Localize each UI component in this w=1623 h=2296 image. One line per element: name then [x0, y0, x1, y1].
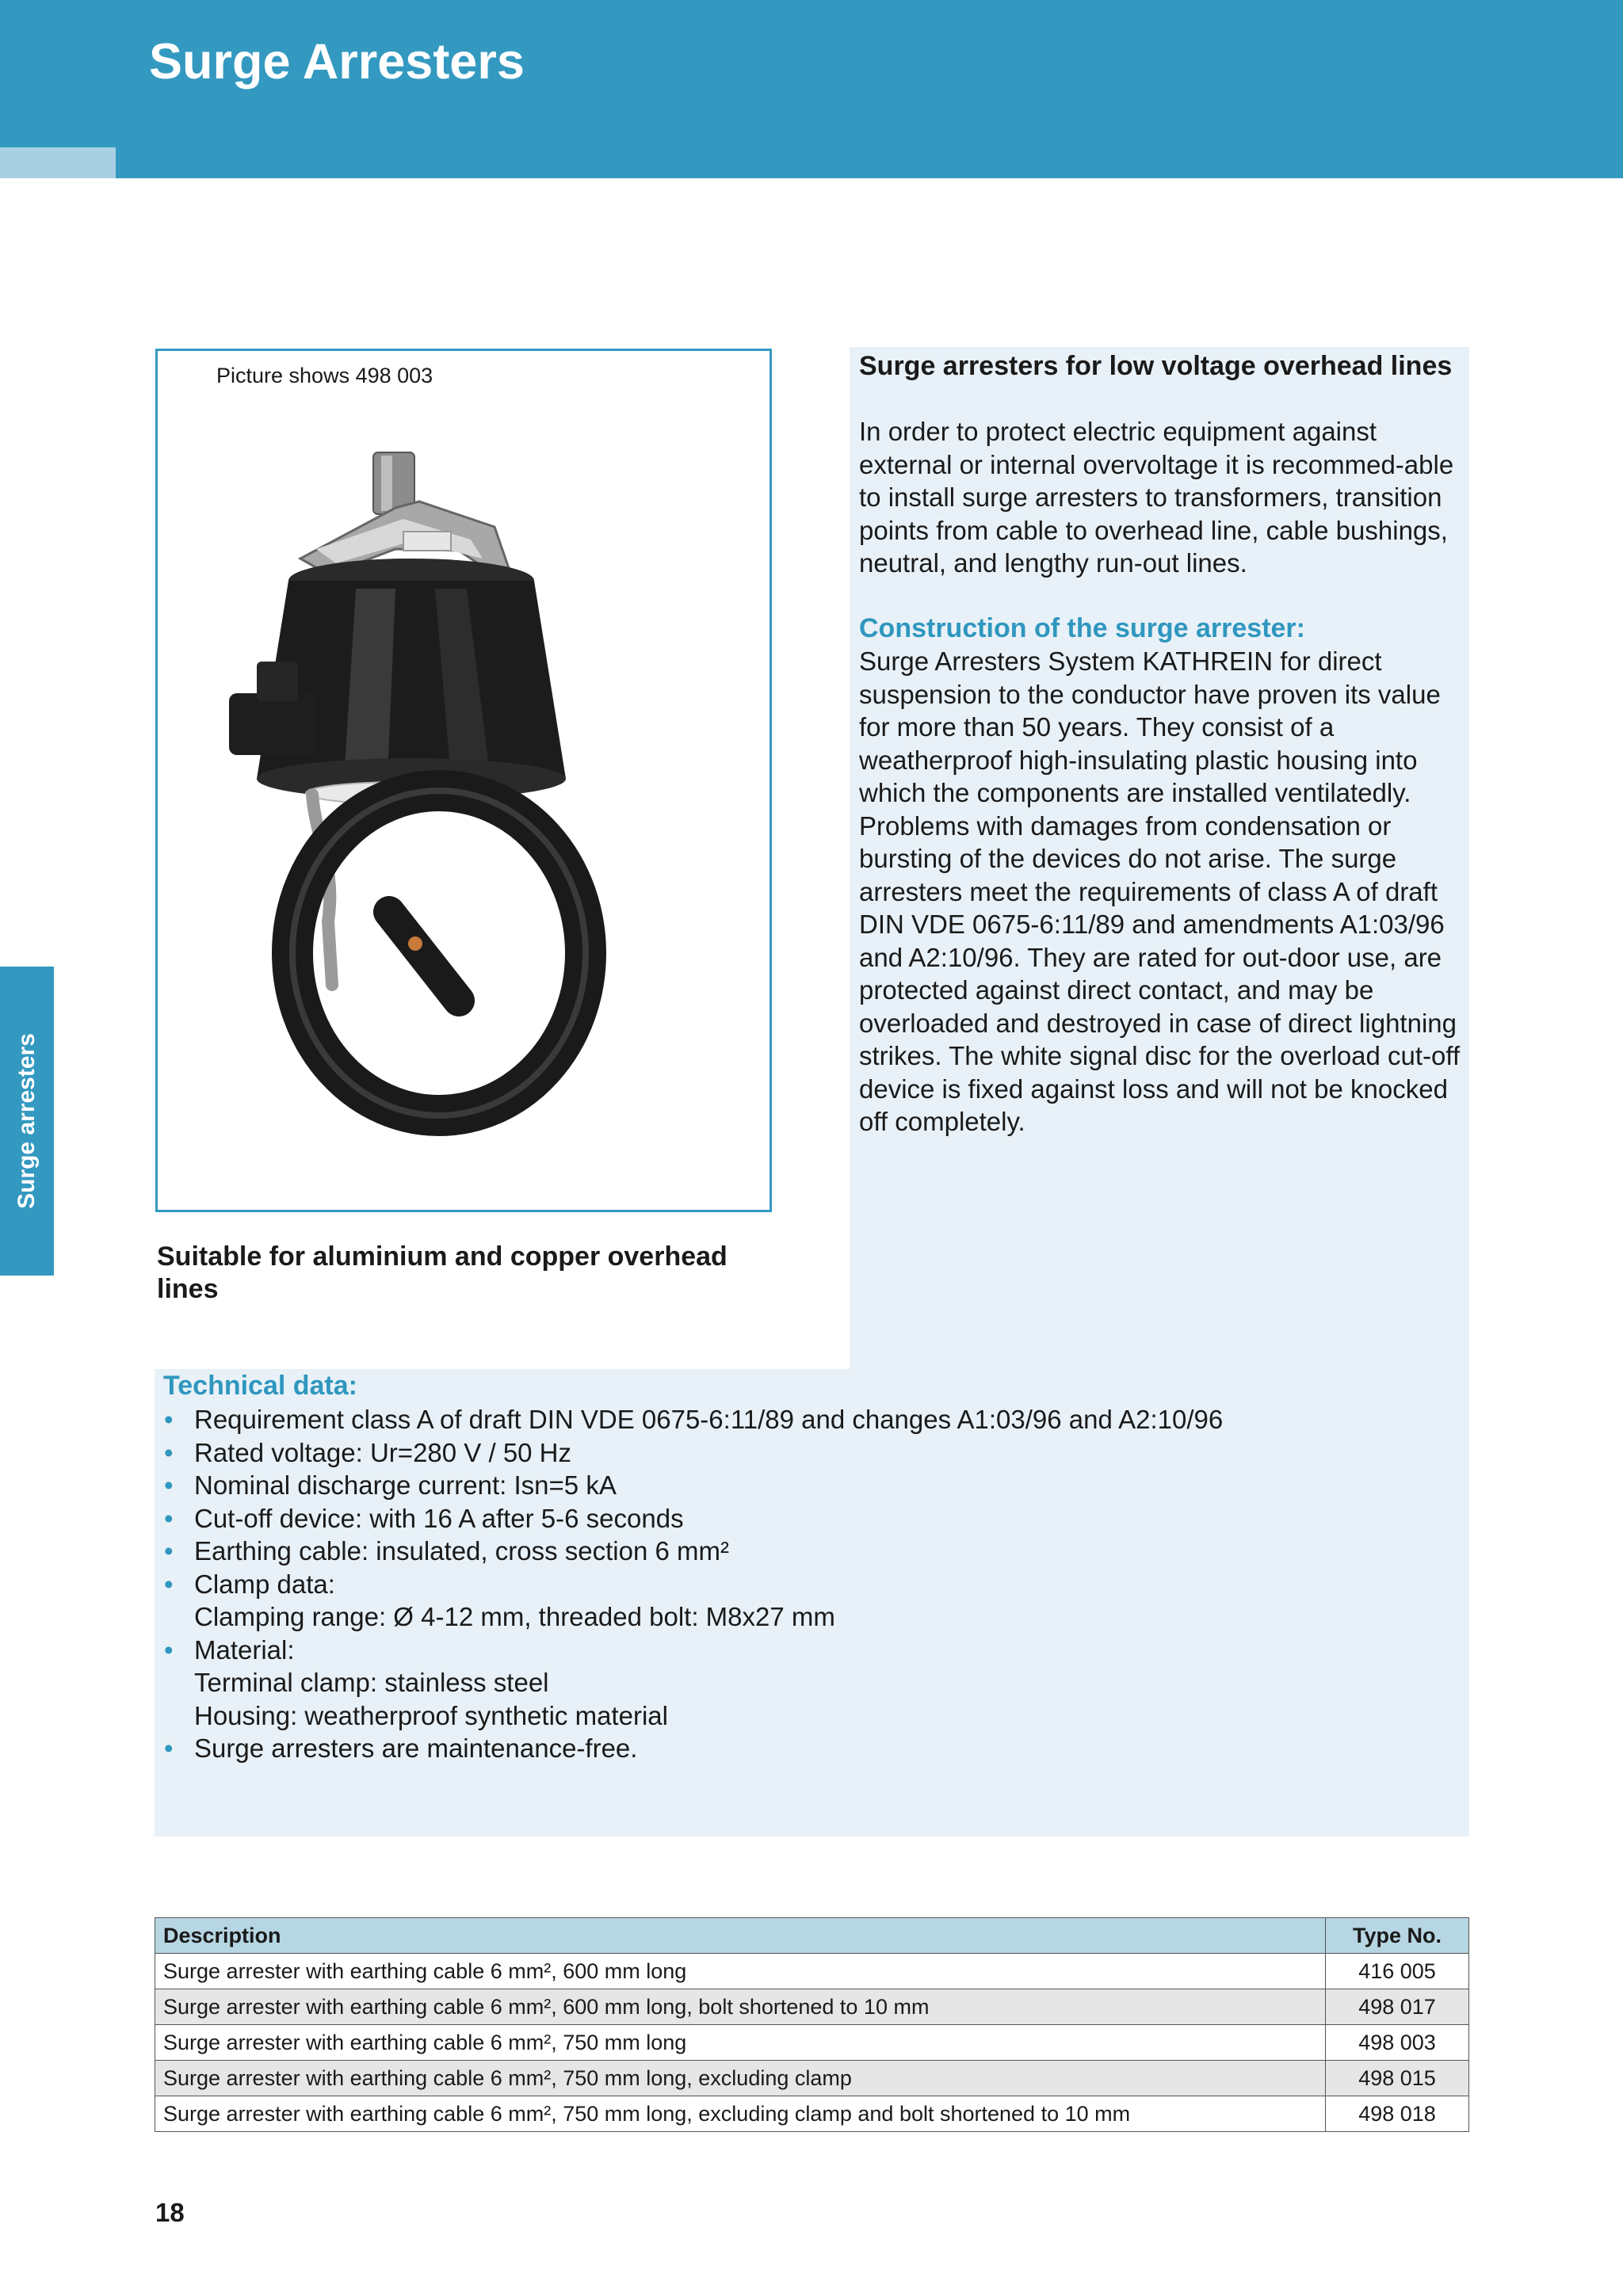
table-header-row — [155, 1918, 1469, 1954]
product-photo-frame — [155, 349, 772, 1212]
clamp-detail: Clamping range: Ø 4-12 mm, threaded bolt: M8x27 mm — [194, 1602, 835, 1631]
technical-data-heading: Technical data: — [163, 1371, 357, 1401]
row-description: Surge arrester with earthing cable 6 mm², 600 mm long — [155, 1954, 1326, 1989]
row-type-no: 498 003 — [1326, 2025, 1469, 2061]
list-item: • Clamp data: Clamping range: Ø 4-12 mm, threaded bolt: M8x27 mm — [162, 1568, 1462, 1634]
construction-text: Surge Arresters System KATHREIN for direct suspension to the conductor have proven its value for more than 50 years. They consist of a weatherproof high-insulating plastic housing into which the components are installed ventilatedly. Problems with damages from condensation or bursting of the devices do not arise. The surge arresters meet the requirements of class A of draft DIN VDE 0675-6:11/89 and amendments A1:03/96 and A2:10/96. They are rated for out-door use, are protected against direct contact, and may be overloaded and destroyed in case of direct lightning strikes. The white signal disc for the overload cut-off device is fixed against loss and will not be knocked off completely. — [859, 646, 1461, 1136]
list-item: • Requirement class A of draft DIN VDE 0675-6:11/89 and changes A1:03/96 and A2:10/96 — [162, 1403, 1462, 1436]
row-type-no: 416 005 — [1326, 1954, 1469, 1989]
list-item: • Rated voltage: Ur=280 V / 50 Hz — [162, 1436, 1462, 1470]
page-number: 18 — [155, 2198, 185, 2227]
row-description: Surge arrester with earthing cable 6 mm², 750 mm long — [155, 2025, 1326, 2061]
material-detail: Terminal clamp: stainless steel — [194, 1668, 549, 1697]
list-item: • Surge arresters are maintenance-free. — [162, 1732, 1462, 1765]
header-accent-bar — [0, 147, 116, 178]
table-row — [155, 2096, 1469, 2132]
table-row — [155, 1954, 1469, 1989]
row-type-no: 498 017 — [1326, 1989, 1469, 2025]
side-section-tab — [0, 967, 54, 1276]
photo-caption: Picture shows 498 003 — [216, 364, 433, 387]
page-header — [0, 0, 1623, 178]
list-item: • Cut-off device: with 16 A after 5-6 seconds — [162, 1502, 1462, 1535]
table-row — [155, 2061, 1469, 2096]
page-title: Surge Arresters — [149, 34, 525, 90]
row-description: Surge arrester with earthing cable 6 mm², 750 mm long, excluding clamp — [155, 2061, 1326, 2096]
material-detail: Housing: weatherproof synthetic material — [194, 1700, 668, 1730]
list-item: • Nominal discharge current: Isn=5 kA — [162, 1469, 1462, 1502]
row-description: Surge arrester with earthing cable 6 mm², 600 mm long, bolt shortened to 10 mm — [155, 1989, 1326, 2025]
list-item: • Material: Terminal clamp: stainless steel Housing: weatherproof synthetic material — [162, 1634, 1462, 1733]
table-row — [155, 2025, 1469, 2061]
row-type-no: 498 018 — [1326, 2096, 1469, 2132]
header-description: Description — [155, 1918, 1326, 1954]
product-table — [155, 1917, 1469, 2132]
info-column — [859, 350, 1461, 1138]
header-type-no: Type No. — [1326, 1918, 1469, 1954]
info-title: Surge arresters for low voltage overhead lines — [859, 351, 1453, 381]
row-description: Surge arrester with earthing cable 6 mm², 750 mm long, excluding clamp and bolt shortened to 10 mm — [155, 2096, 1326, 2132]
table-row — [155, 1989, 1469, 2025]
surge-arrester-illustration — [158, 351, 769, 1210]
side-tab-label: Surge arresters — [13, 1033, 40, 1209]
technical-data-list — [162, 1403, 1462, 1765]
row-type-no: 498 015 — [1326, 2061, 1469, 2096]
suitable-for-text: Suitable for aluminium and copper overhead lines — [157, 1241, 727, 1304]
construction-heading: Construction of the surge arrester: — [859, 612, 1305, 643]
list-item: • Earthing cable: insulated, cross section 6 mm² — [162, 1535, 1462, 1568]
info-intro: In order to protect electric equipment against external or internal overvoltage it is recommed-able to install surge arresters to transformers, transition points from cable to overhead line, cable bushings, neutral, and lengthy run-out lines. — [859, 417, 1454, 578]
